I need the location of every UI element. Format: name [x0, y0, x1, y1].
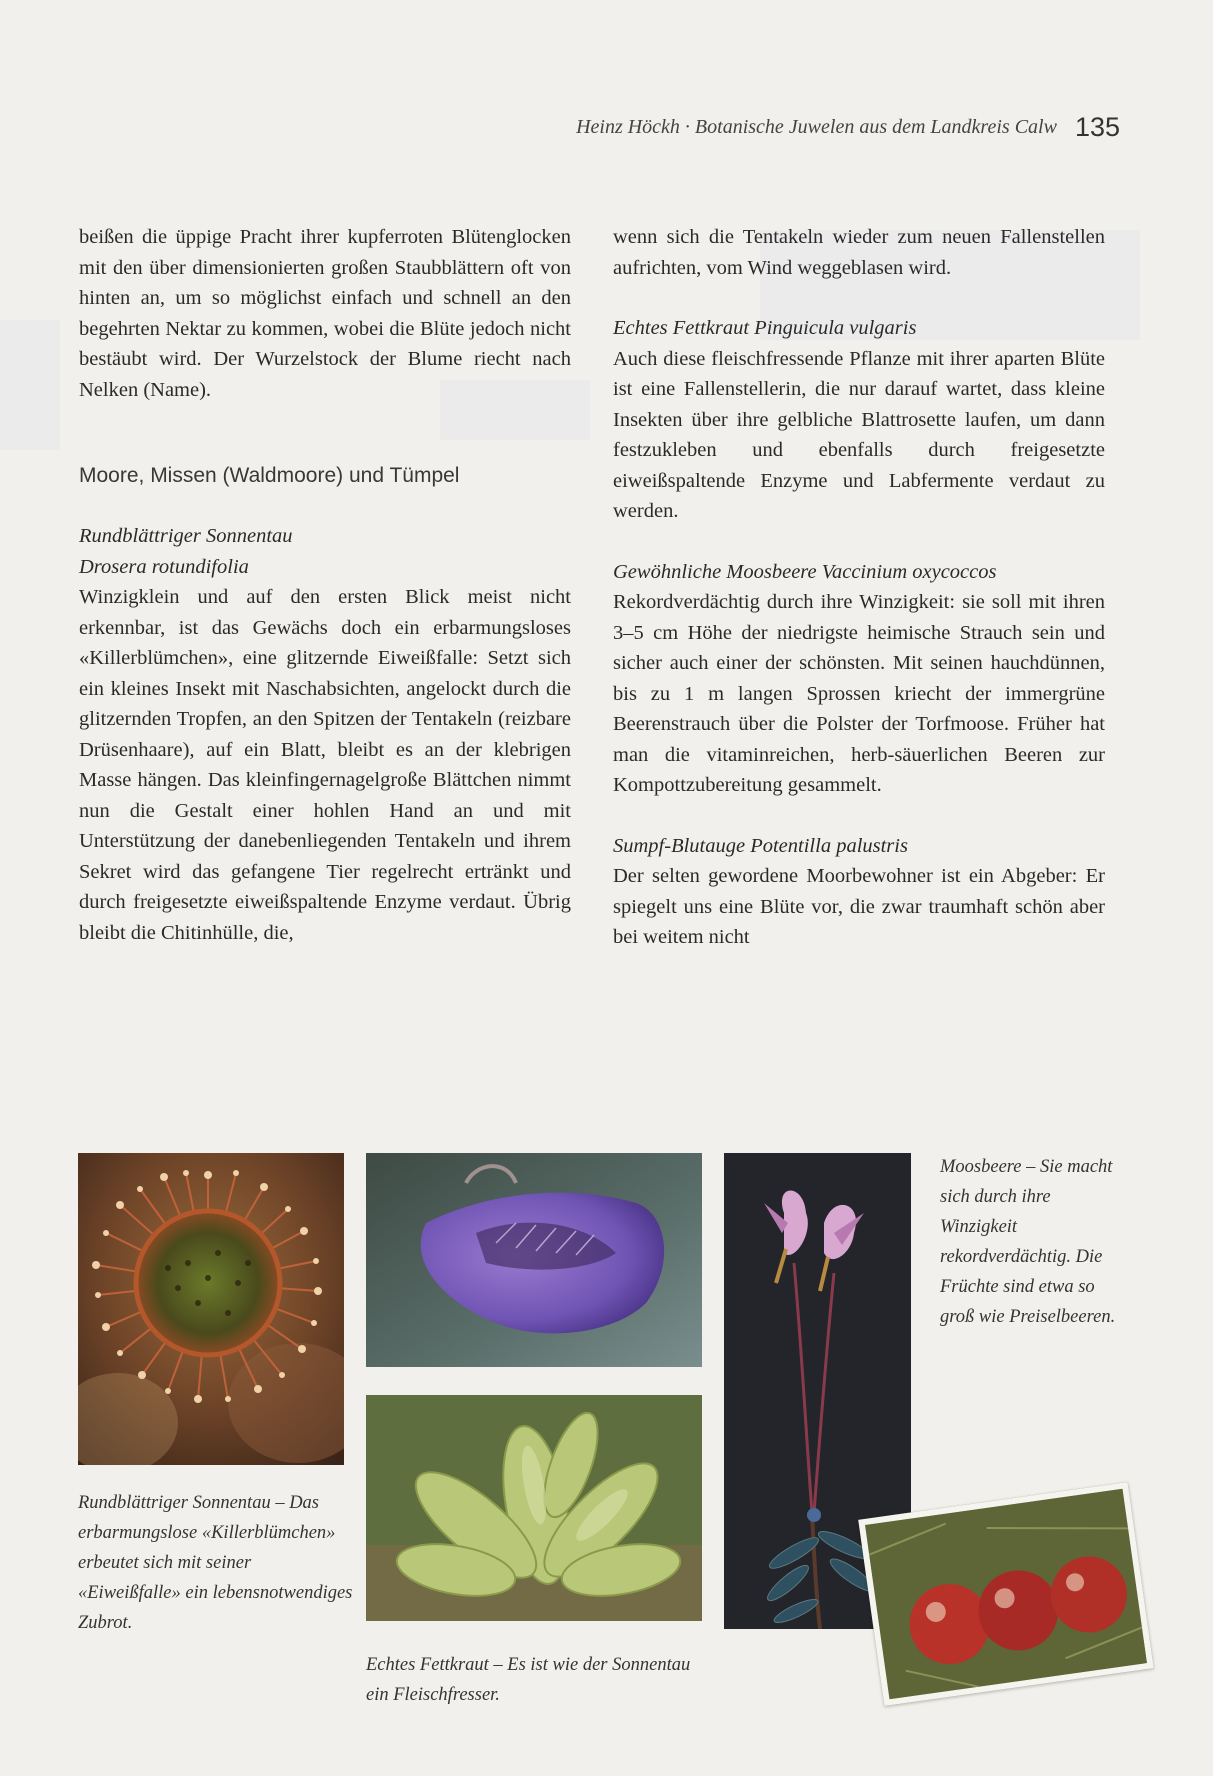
paragraph: Auch diese fleischfressende Pflanze mit ihrer aparten Blüte ist eine Fallenstellerin, die nur darauf wartet, dass kleine Insekten über ihre gelbliche Blattrosette laufen, um dann festzukleben und ebenfalls durch freigesetzte eiweißspaltende Enzyme und Labfermente verdaut zu werden. — [613, 347, 1105, 522]
paragraph: Winzigklein und auf den ersten Blick meist nicht erkennbar, ist das Gewächs doch ein erbarmungsloses «Killerblümchen», eine glitzernde Eiweißfalle: Setzt sich ein kleines Insekt mit Naschabsichten, angelockt durch die glitzernden Tropfen, an den Spitzen der Tentakeln (reizbare Drüsenhaare), auf ein Blatt, bleibt es an der klebrigen Masse hängen. Das kleinfingernagelgroße Blättchen nimmt nun die Gestalt einer hohlen Hand an und mit Unterstützung der danebenliegenden Tentakeln und ihrem Sekret wird das gefangene Tier regelrecht ertränkt und durch freigesetzte eiweißspaltende Enzyme verdaut. Übrig bleibt die Chitinhülle, die, — [79, 586, 571, 944]
caption-moosbeere: Moosbeere – Sie macht sich durch ihre Winzigkeit rekordverdächtig. Die Früchte sind etwa so groß wie Preiselbeeren. — [940, 1157, 1116, 1327]
paragraph: Rekordverdächtig durch ihre Winzigkeit: sie soll mit ihren 3–5 cm Höhe der niedrigste heimische Strauch sein und sicher auch einer der schönsten. Mit seinen hauchdünnen, bis zu 1 m langen Sprossen kriecht der immergrüne Beerenstrauch über die Polster der Torfmoose. Früher hat man die vitaminreichen, herb-säuerlichen Beeren zur Kompottzubereitung gesammelt. — [613, 591, 1105, 796]
paragraph: wenn sich die Tentakeln wieder zum neuen Fallenstellen aufrichten, vom Wind weggeblasen wird. — [613, 226, 1105, 279]
entry-title: Rundblättriger Sonnentau — [79, 525, 293, 547]
entry-title: Gewöhnliche Moosbeere Vaccinium oxycoccos — [613, 560, 997, 583]
entry-title: Echtes Fettkraut Pinguicula vulgaris — [613, 317, 917, 339]
cranberry-fruit-photo — [858, 1482, 1154, 1706]
butterwort-flower-photo — [366, 1153, 702, 1367]
entry-title: Sumpf-Blutauge Potentilla palustris — [613, 834, 908, 857]
right-column — [613, 222, 1105, 953]
caption-fettkraut: Echtes Fettkraut – Es ist wie der Sonnentau ein Fleischfresser. — [366, 1655, 691, 1705]
left-column — [79, 222, 571, 948]
section-title: Moore, Missen (Waldmoore) und Tümpel — [79, 464, 460, 487]
running-header — [420, 112, 1120, 152]
page-number: 135 — [1074, 112, 1120, 142]
running-title: Heinz Höckh · Botanische Juwelen aus dem Landkreis Calw — [576, 116, 1057, 138]
paragraph: beißen die üppige Pracht ihrer kupferroten Blütenglocken mit den über dimensionierten großen Staubblättern oft von hinten an, um so möglichst einfach und schnell an den begehrten Nektar zu kommen, wobei die Blüte jedoch nicht bestäubt wird. Der Wurzelstock der Blume riecht nach Nelken (Name). — [79, 226, 571, 401]
butterwort-rosette-photo — [366, 1395, 702, 1621]
bleed-through-shadow — [0, 320, 60, 450]
caption-sonnentau: Rundblättriger Sonnentau – Das erbarmungslose «Killerblümchen» erbeutet sich mit seiner «Eiweißfalle» ein lebensnotwendiges Zubrot. — [78, 1493, 353, 1633]
entry-latin-name: Drosera rotundifolia — [79, 555, 249, 578]
paragraph: Der selten gewordene Moorbewohner ist ein Abgeber: Er spiegelt uns eine Blüte vor, die zwar traumhaft schön aber bei weitem nicht — [613, 865, 1105, 948]
sundew-photo — [78, 1153, 344, 1465]
